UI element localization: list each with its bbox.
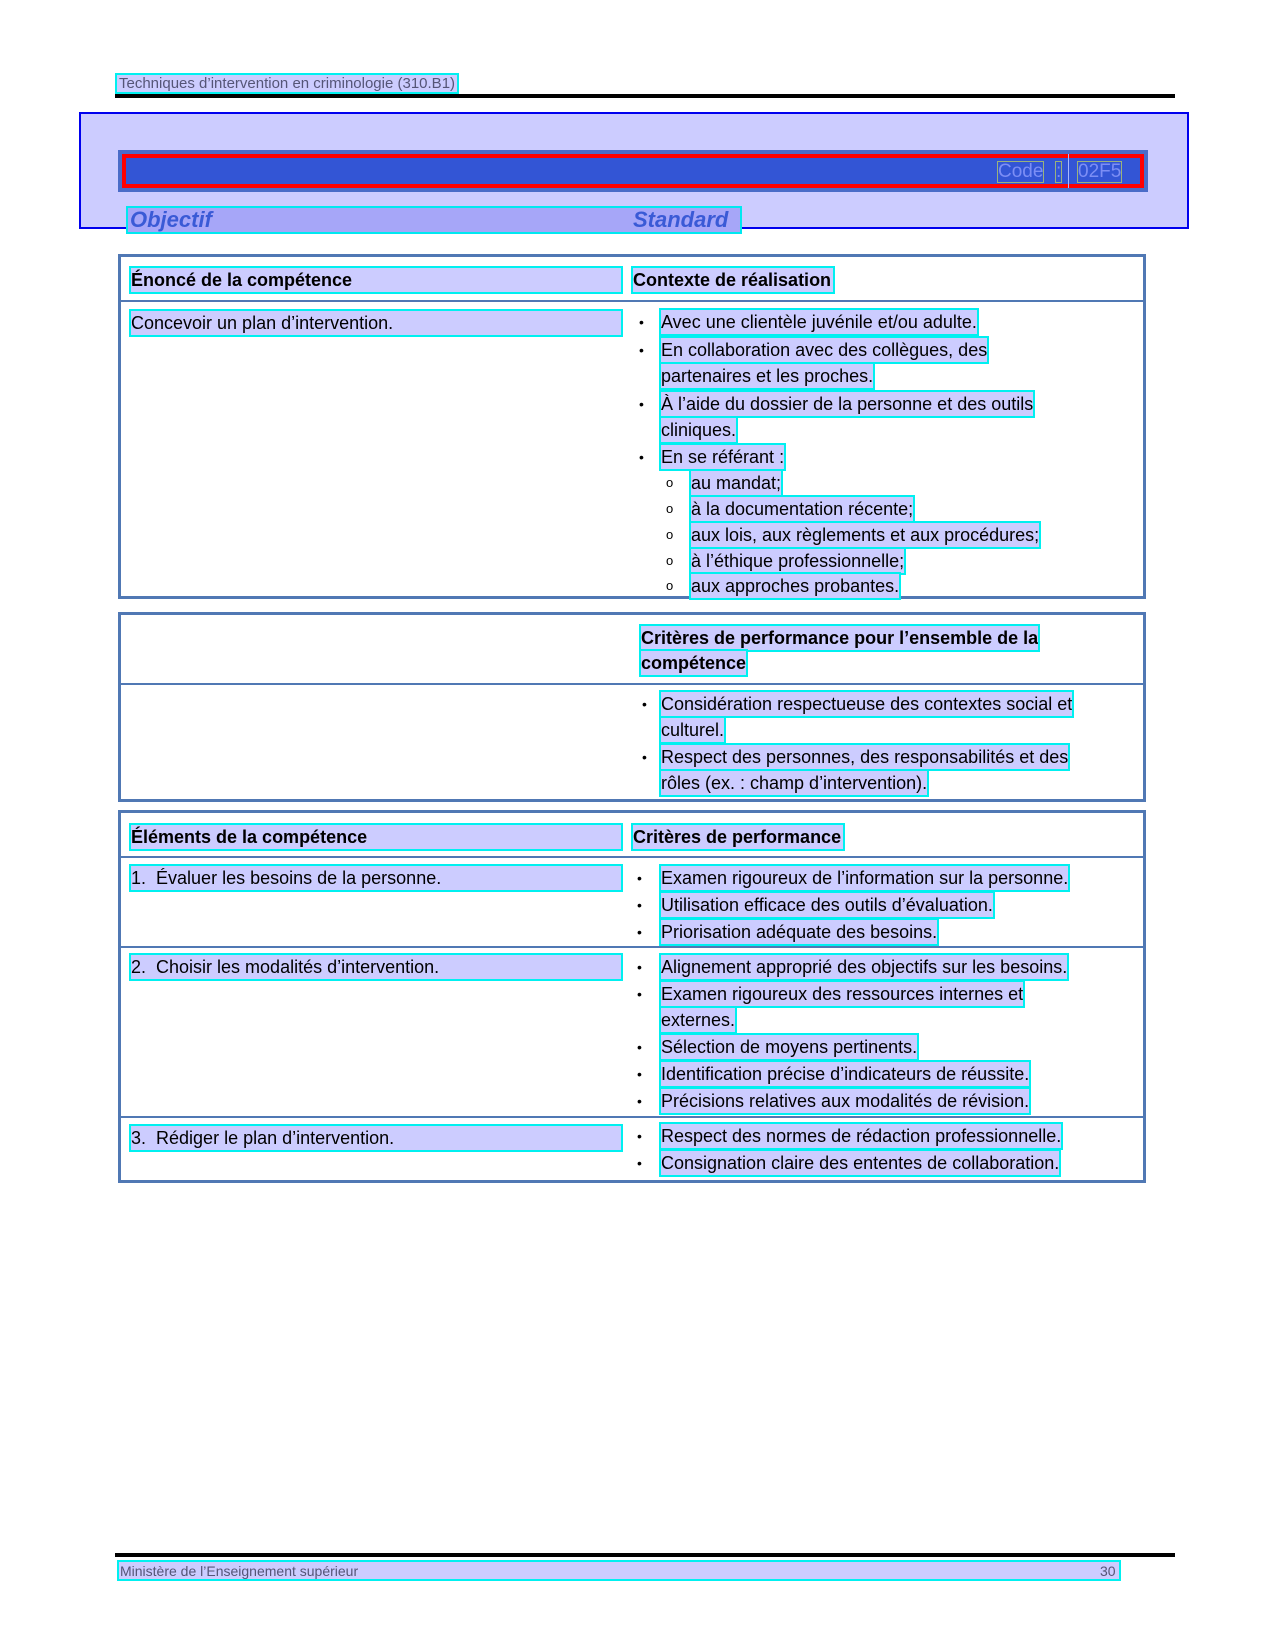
footer-rule (115, 1553, 1175, 1557)
circle-bullet-icon: o (666, 553, 674, 568)
code-label: Code (998, 161, 1044, 182)
bullet-icon: • (637, 1093, 642, 1109)
element-number: 3. (131, 1128, 147, 1148)
criteria-item: Alignement approprié des objectifs sur les besoins. (661, 957, 1068, 977)
criteria-item: Identification précise d’indicateurs de réussite. (661, 1064, 1030, 1084)
context-item-cont: partenaires et les proches. (661, 366, 874, 386)
standard-label: Standard (633, 207, 729, 232)
table-enonce-contexte (118, 254, 1146, 599)
bullet-icon: • (637, 897, 642, 913)
element-label (131, 955, 621, 979)
running-header-title: Techniques d’intervention en criminologie (310.B1) (119, 75, 456, 92)
circle-bullet-icon: o (666, 475, 674, 490)
bullet-icon: • (639, 396, 644, 412)
element-row-2 (121, 948, 1143, 1118)
element-row-1 (121, 858, 1143, 948)
code-value: 02F5 (1078, 161, 1122, 182)
context-item-cont: cliniques. (661, 420, 737, 440)
criteria-item: Respect des normes de rédaction professionnelle. (661, 1126, 1062, 1146)
circle-bullet-icon: o (666, 578, 674, 593)
sub-item: aux approches probantes. (691, 576, 900, 596)
criteres-ensemble-header-cont: compétence (641, 653, 747, 673)
bullet-icon: • (639, 449, 644, 465)
context-item: En se référant : (661, 447, 785, 467)
bullet-icon: • (642, 696, 647, 712)
circle-bullet-icon: o (666, 501, 674, 516)
element-text: Rédiger le plan d’intervention. (156, 1128, 395, 1148)
element-label (131, 1126, 621, 1150)
criteria-item-cont: externes. (661, 1010, 736, 1030)
bullet-icon: • (637, 1155, 642, 1171)
objectif-label: Objectif (130, 207, 212, 232)
section-labels (128, 208, 740, 232)
bullet-icon: • (637, 986, 642, 1002)
code-divider (1068, 154, 1069, 188)
criteria-item-cont: culturel. (661, 720, 725, 740)
element-number: 2. (131, 957, 147, 977)
bullet-icon: • (637, 1128, 642, 1144)
criteria-item: Priorisation adéquate des besoins. (661, 922, 938, 942)
bullet-icon: • (639, 342, 644, 358)
criteria-item-cont: rôles (ex. : champ d’intervention). (661, 773, 928, 793)
code-separator: : (1056, 161, 1062, 182)
bullet-icon: • (642, 749, 647, 765)
criteria-item: Respect des personnes, des responsabilités et des (661, 747, 1069, 767)
element-number: 1. (131, 868, 147, 888)
element-label (131, 866, 621, 890)
table1-header-row (121, 257, 1143, 302)
bullet-icon: • (637, 1066, 642, 1082)
table-criteres-ensemble (118, 612, 1146, 802)
sub-item: aux lois, aux règlements et aux procédures; (691, 525, 1040, 545)
context-item: En collaboration avec des collègues, des (661, 340, 988, 360)
criteria-item: Considération respectueuse des contextes social et (661, 694, 1073, 714)
table-elements-criteres (118, 810, 1146, 1183)
table2-body-row (121, 685, 1143, 799)
bullet-icon: • (637, 1039, 642, 1055)
code-bar (118, 150, 1148, 192)
sub-item: au mandat; (691, 473, 782, 493)
bullet-icon: • (637, 924, 642, 940)
criteres-header: Critères de performance (633, 827, 842, 847)
criteria-item: Sélection de moyens pertinents. (661, 1037, 918, 1057)
table3-header-row (121, 813, 1143, 858)
circle-bullet-icon: o (666, 527, 674, 542)
element-text: Évaluer les besoins de la personne. (156, 868, 442, 888)
elements-header: Éléments de la compétence (131, 825, 621, 849)
bullet-icon: • (637, 870, 642, 886)
context-item: À l’aide du dossier de la personne et des outils (661, 394, 1034, 414)
criteres-ensemble-header: Critères de performance pour l’ensemble de la (641, 628, 1039, 648)
table2-header-row (121, 615, 1143, 685)
page-number: 30 (1100, 1563, 1116, 1579)
footer-ministry: Ministère de l’Enseignement supérieur (120, 1563, 359, 1579)
context-item: Avec une clientèle juvénile et/ou adulte. (661, 312, 977, 332)
criteria-item: Examen rigoureux des ressources internes et (661, 984, 1024, 1004)
criteria-item: Utilisation efficace des outils d’évaluation. (661, 895, 993, 915)
contexte-header: Contexte de réalisation (633, 270, 832, 290)
enonce-header: Énoncé de la compétence (131, 268, 621, 292)
element-row-3 (121, 1118, 1143, 1180)
sub-item: à l’éthique professionnelle; (691, 551, 905, 571)
enonce-text: Concevoir un plan d’intervention. (131, 311, 621, 335)
bullet-icon: • (639, 314, 644, 330)
sub-item: à la documentation récente; (691, 499, 914, 519)
code-bar-inner (122, 154, 1144, 188)
element-text: Choisir les modalités d’intervention. (156, 957, 440, 977)
header-rule (115, 94, 1175, 98)
criteria-item: Examen rigoureux de l’information sur la personne. (661, 868, 1069, 888)
bullet-icon: • (637, 959, 642, 975)
table1-body-row (121, 302, 1143, 596)
criteria-item: Précisions relatives aux modalités de révision. (661, 1091, 1030, 1111)
criteria-item: Consignation claire des ententes de collaboration. (661, 1153, 1060, 1173)
